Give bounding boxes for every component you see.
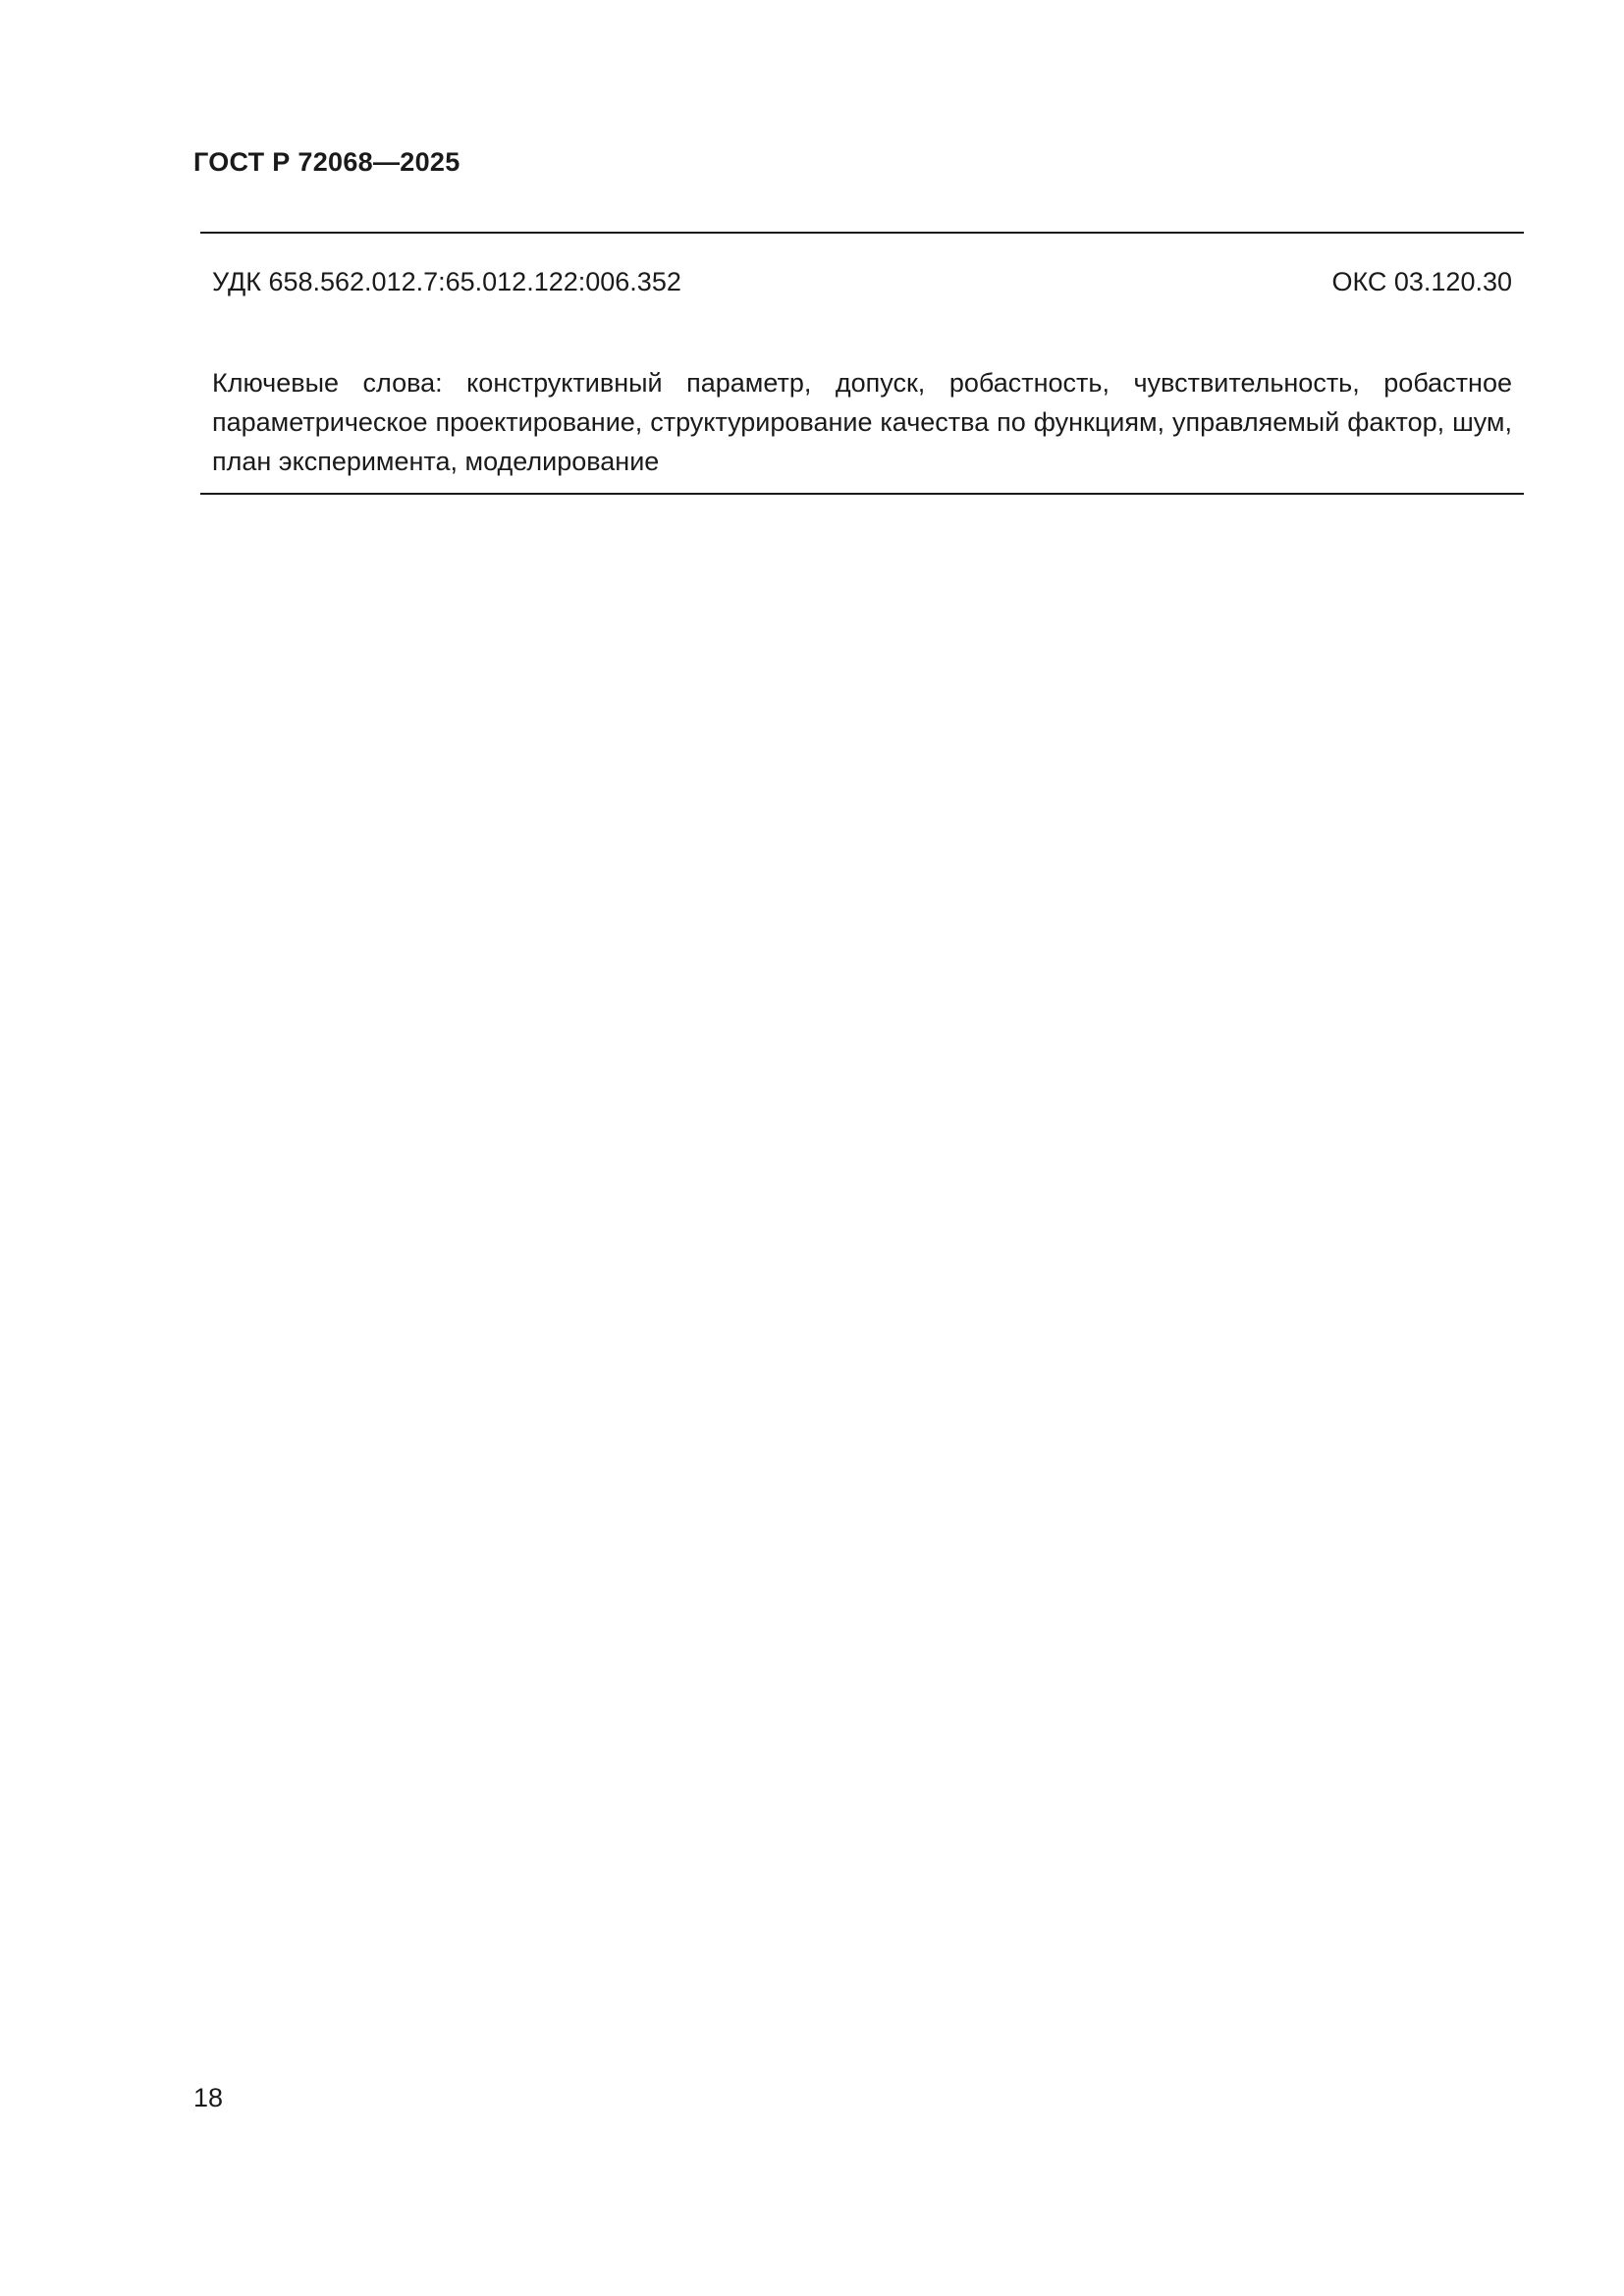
oks-code: ОКС 03.120.30 <box>1331 267 1512 296</box>
bottom-divider <box>200 493 1524 495</box>
document-code-header: ГОСТ Р 72068—2025 <box>193 147 460 177</box>
page-number: 18 <box>193 2083 224 2112</box>
udc-code: УДК 658.562.012.7:65.012.122:006.352 <box>212 267 681 296</box>
top-divider <box>200 232 1524 234</box>
classification-row <box>212 267 1512 302</box>
keywords-paragraph: Ключевые слова: конструктивный параметр, допуск, робастность, чувствительность, робастное параметрическое проектирование, структурирование качества по функциям, управляемый фактор, шум, план эксперимента, моделирование <box>212 368 1512 476</box>
